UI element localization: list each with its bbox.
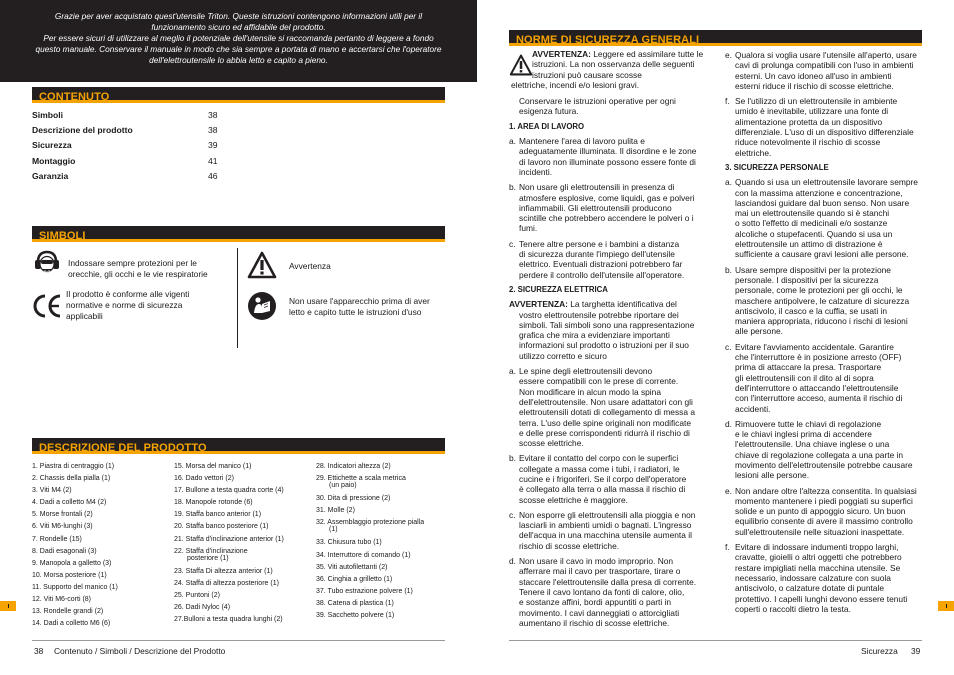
- list-item: 14. Dadi a colletto M6 (6): [32, 620, 111, 628]
- contents-item[interactable]: Simboli 38: [32, 110, 218, 120]
- description-heading: DESCRIZIONE DEL PRODOTTO: [39, 442, 207, 454]
- left-page-number: 38: [34, 646, 44, 656]
- list-item: f. Evitare di indossare indumenti troppo larghi, cravatte, gioielli o altri oggetti che potrebbero restare impigliati nella macchina utensile. Se necessario, indossare calzature con suola antiscivolo, o calzature dotate di puntale protettivo. I capelli lunghi devono essere tenuti coperti o raccolti dietro la testa.: [725, 542, 908, 614]
- intro-line: dell'elettroutensile lo abbia letto e capito a pieno.: [149, 55, 328, 65]
- list-item: 4. Dadi a colletto M4 (2): [32, 499, 107, 507]
- right-page-number: 39: [911, 646, 921, 656]
- list-item: 17. Bullone a testa quadra corte (4): [174, 487, 284, 495]
- symbol-warning-text: Avvertenza: [289, 261, 331, 271]
- list-item: 10. Morsa posteriore (1): [32, 571, 107, 579]
- list-item: 26. Dadi Nyloc (4): [174, 604, 231, 612]
- section-title: 2. SICUREZZA ELETTRICA: [509, 284, 608, 294]
- read-manual-icon: [247, 291, 277, 326]
- list-item: 34. Interruttore di comando (1): [316, 551, 411, 559]
- parts-list-col3: [316, 461, 424, 622]
- list-item: 24. Staffa di altezza posteriore (1): [174, 579, 279, 587]
- symbols-heading: SIMBOLI: [39, 230, 86, 242]
- symbol-protection-text: Indossare sempre protezioni per le orecchie, gli occhi e le vie respiratorie: [68, 258, 208, 279]
- list-item: (un paio): [329, 482, 357, 490]
- list-item: 9. Manopola a galletto (3): [32, 559, 112, 567]
- list-item: 31. Molle (2): [316, 507, 355, 515]
- list-item: 37. Tubo estrazione polvere (1): [316, 587, 413, 595]
- list-item: (1): [329, 526, 338, 534]
- list-item: d. Rimuovere tutte le chiavi di regolazione e le chiavi inglesi prima di accendere l'elettroutensile. Una chiave inglese o una chiave di regolazione collegata a una parte in movimento dell'elettroutensile potrebbe causare lesioni alle persone.: [725, 418, 913, 481]
- list-item: 33. Chiusura tubo (1): [316, 539, 382, 547]
- right-footer-title: Sicurezza: [861, 646, 898, 656]
- list-item: 32. Assemblaggio protezione pialla: [316, 519, 425, 527]
- section-title: 1. AREA DI LAVORO: [509, 121, 585, 131]
- list-item: 6. Viti M6-lunghi (3): [32, 523, 93, 531]
- description-heading-bar: [32, 438, 445, 454]
- safety-column-right: [725, 50, 930, 619]
- list-item: 18. Manopole rotonde (6): [174, 499, 253, 507]
- list-item: e. Qualora si voglia usare l'utensile all'aperto, usare cavi di prolunga compatibili con l'uso in ambienti esterni. Un cavo idoneo all'uso in ambienti esterni riduce il rischio di scosse elettriche.: [725, 50, 917, 91]
- safety-heading-bar: [509, 30, 922, 46]
- list-item: 39. Sacchetto polvere (1): [316, 612, 395, 620]
- left-footer-rule: [32, 640, 445, 641]
- symbols-divider: [237, 248, 238, 348]
- ce-mark-icon: [33, 294, 63, 323]
- intro-box: [0, 0, 477, 82]
- list-item: c. Non esporre gli elettroutensili alla pioggia e non lasciarli in ambienti umidi o bagnati. L'ingresso dell'acqua in una macchina utensile aumenta il rischio di scosse elettriche.: [509, 509, 696, 551]
- right-page-tab: [938, 601, 954, 611]
- left-page-tab: [0, 601, 16, 611]
- list-item: b. Evitare il contatto del corpo con le superfici collegate a massa come i tubi, i radiatori, le cucine e i frigoriferi. Se il corpo dell'operatore è collegato alla terra o alla massa il rischio di scosse elettriche è maggiore.: [509, 453, 687, 505]
- list-item: d. Non usare il cavo in modo improprio. Non afferrare mai il cavo per trasportare, tirare o staccare l'elettroutensile dalla presa di corrente. Tenere il cavo lontano da fonti di calore, olio, e sostanze affini, bordi appuntiti o parti in movimento. I cavi danneggiati o attorcigliati aumentano il rischio di scosse elettriche.: [509, 556, 697, 628]
- keep-instructions: Conservare le istruzioni operative per ogni esigenza futura.: [519, 96, 676, 117]
- left-footer-title: Contenuto / Simboli / Descrizione del Prodotto: [54, 646, 226, 656]
- intro-line: funzionamento sicuro ed affidabile del prodotto.: [151, 22, 326, 32]
- list-item: 36. Cinghia a grilletto (1): [316, 575, 393, 583]
- list-item: b. Non usare gli elettroutensili in presenza di atmosfere esplosive, come liquidi, gas e polveri infiammabili. Gli elettroutensili producono scintille che potrebbero accendere le polveri o i fumi.: [509, 182, 695, 234]
- intro-line: Grazie per aver acquistato quest'utensile Triton. Queste istruzioni contengono informazioni utili per il: [54, 11, 423, 21]
- intro-line: Per essere sicuri di utilizzare al meglio il potenziale dell'utensile si raccomanda pertanto di leggere a fondo: [43, 33, 434, 43]
- list-item: 38. Catena di plastica (1): [316, 599, 394, 607]
- parts-list-col2: [174, 461, 284, 626]
- symbols-heading-bar: [32, 226, 445, 242]
- contents-heading-bar: [32, 87, 445, 103]
- list-item: posteriore (1): [187, 554, 229, 562]
- list-item: a. Mantenere l'area di lavoro pulita e adeguatamente illuminata. Il disordine e le zone di lavoro non illuminate possono essere fonte di incidenti.: [509, 136, 697, 177]
- parts-list-col1: [32, 461, 118, 630]
- list-item: 29. Ettichette a scala metrica: [316, 475, 406, 483]
- ear-eye-mask-icon: [33, 250, 61, 287]
- list-item: 1. Piastra di centraggio (1): [32, 463, 115, 470]
- list-item: 35. Viti autofilettanti (2): [316, 563, 388, 571]
- contents-list: [32, 110, 222, 186]
- list-item: 13. Rondelle grandi (2): [32, 608, 104, 616]
- list-item: 30. Dita di pressione (2): [316, 495, 391, 503]
- list-item: 27.Bulloni a testa quadra lunghi (2): [174, 616, 283, 624]
- warning-triangle-icon: [247, 251, 277, 284]
- list-item: a. Le spine degli elettroutensili devono essere compatibili con le prese di corrente. Non modificare in alcun modo la spina dell'elettroutensile. Non usare adattatori con gli elettroutensili dotati di collegamento di messa a terra. L'uso delle spine originali non modificate e delle prese corrispondenti ridurrà il rischio di scosse elettriche.: [509, 366, 695, 449]
- list-item: a. Quando si usa un elettroutensile lavorare sempre con la massima attenzione e concentrazione, lasciandosi guidare dal buon senso. Non usare mai un elettroutensile quando si è stanchi o sotto l'effetto di medicinali e/o sostanze alcoliche o stupefacenti. Quando si usa un elettroutensile un attimo di distrazione è sufficiente a causare gravi lesioni alle persone.: [725, 177, 918, 260]
- list-item: b. Usare sempre dispositivi per la protezione personale. I dispositivi per la sicurezza personale, come le protezioni per gli occhi, le maschere antipolvere, le calzature di sicurezza antiscivolo, il casco e la cuffia, se usati in maniera appropriata, riducono i rischi di lesioni alle persone.: [725, 264, 910, 337]
- symbol-ce-text: Il prodotto è conforme alle vigenti normative e norme di sicurezza applicabili: [66, 289, 190, 321]
- contents-item[interactable]: Descrizione del prodotto 38: [32, 125, 218, 136]
- list-item: 19. Staffa banco anterior (1): [174, 511, 262, 519]
- list-item: c. Evitare l'avviamento accidentale. Garantire che l'interruttore è in posizione arresto (OFF) prima di attaccare la presa. Trasportare gli elettroutensili con il dito al di sopra dell'interruttore o attaccando l'elettroutensile con l'interruttore acceso, aumenta il rischio di accidenti.: [725, 341, 903, 414]
- right-footer-rule: [509, 640, 922, 641]
- list-item: f. Se l'utilizzo di un elettroutensile in ambiente umido è inevitabile, utilizzare una fonte di alimentazione protetta da un dispositivo differenziale. L'uso di un dispositivo differenziale riduce notevolmente il rischio di scosse elettriche.: [725, 96, 914, 158]
- intro-line: questo manuale. Conservare il manuale in modo che sia sempre a portata di mano e accertarsi che l'operatore: [35, 44, 442, 54]
- contents-item[interactable]: Garanzia 46: [32, 170, 218, 181]
- contents-item[interactable]: Sicurezza 39: [32, 140, 218, 151]
- list-item: 11. Supporto del manico (1): [32, 583, 118, 591]
- safety-column-left: AVVERTENZA: Leggere ed assimilare tutte le istruzioni. La non osservanza delle seguenti istruzioni può causare scosse elettriche, incendi e/o lesioni gravi. Conservare le istruzioni operative per ogni esigenza futura. 1. AREA DI LAVORO a. Mantenere l'area di lavoro pulita e adeguatamente illuminata. Il disordine e le zone di lavoro non illuminate possono essere fonte di incidenti. b. Non usare gli elettroutensili in presenza di atmosfere esplosive, come liquidi, gas e polveri infiammabili. Gli elettroutensili producono scintille che potrebbero accendere le polveri o i fumi. c. Tenere altre persone e i bambini a distanza di sicurezza durante l'impiego dell'utensile elettrico. Eventuali distrazioni potrebbero far perdere il controllo dell'utensile all'operatore. 2. SICUREZZA ELETTRICA AVVERTENZA: La targhetta identificativa del vostro elettroutensile potrebbe riportare dei simboli. Tali simboli sono una rappresentazione grafica che mira a evidenziare importanti informazioni sul prodotto o istruzioni per il suo utilizzo corretto e sicuro a. Le spine degli elettroutensili devono essere compatibili con le prese di corrente. Non modificare in alcun modo la spina dell'elettroutensile. Non usare adattatori con gli elettroutensili dotati di collegamento di messa a terra. L'uso delle spine originali non modificate e delle prese corrispondenti ridurrà il rischio di scosse elettriche. b. Evitare il contatto del corpo con le superfici collegate a massa come i tubi, i radiatori, le cucine e i frigoriferi. Se il corpo dell'operatore è collegato alla terra o alla massa il rischio di scosse elettriche è maggiore. c. Non esporre gli elettroutensili alla pioggia e non lasciarli in ambienti umidi o bagnati. L'ingresso dell'acqua in una macchina utensile aumenta il rischio di scosse elettriche. d. Non usare il cavo in modo improprio. Non afferrare mai il cavo per trasportare, tirare o staccare l'elettroutensile dalla presa di corrente. Tenere il cavo lontano da fonti di calore, olio, e sostanze affini, bordi appuntiti o parti in movimento. I cavi danneggiati o attorcigliati aumentano il rischio di scosse elettriche.: [509, 49, 709, 633]
- general-warning: AVVERTENZA: Leggere ed assimilare tutte le istruzioni. La non osservanza delle seguenti istruzioni può causare scosse: [532, 49, 704, 80]
- list-item: e. Non andare oltre l'altezza consentita. In qualsiasi momento mantenere i piedi poggiati su superfici solide e un punto di appoggio sicuro. Un buon equilibrio consente di avere il massimo controllo sull'elettroutensile nelle situazioni inaspettate.: [725, 485, 917, 537]
- list-item: 28. Indicatori altezza (2): [316, 463, 391, 470]
- list-item: 12. Viti M6-corti (8): [32, 596, 91, 604]
- contents-item[interactable]: Montaggio 41: [32, 155, 218, 166]
- list-item: 16. Dado vettori (2): [174, 475, 234, 483]
- list-item: 21. Staffa d'inclinazione anterior (1): [174, 535, 284, 543]
- list-item: c. Tenere altre persone e i bambini a distanza di sicurezza durante l'impiego dell'utensile elettrico. Eventuali distrazioni potrebbero far perdere il controllo dell'utensile all'operatore.: [509, 238, 685, 280]
- list-item: 7. Rondelle (15): [32, 535, 82, 543]
- electrical-warning: AVVERTENZA: La targhetta identificativa del vostro elettroutensile potrebbe riportare dei simboli. Tali simboli sono una rappresentazione grafica che mira a evidenziare importanti informazioni sul prodotto o istruzioni per il suo utilizzo corretto e sicuro: [509, 299, 695, 361]
- section-title: 3. SICUREZZA PERSONALE: [725, 162, 829, 172]
- list-item: 20. Staffa banco posteriore (1): [174, 523, 269, 531]
- list-item: 5. Morse frontali (2): [32, 511, 93, 519]
- list-item: 25. Puntoni (2): [174, 591, 220, 599]
- list-item: 23. Staffa Di altezza anterior (1): [174, 567, 273, 575]
- symbol-manual-text: Non usare l'apparecchio prima di aver letto e capito tutte le istruzioni d'uso: [289, 296, 430, 317]
- list-item: 3. Viti M4 (2): [32, 487, 72, 495]
- safety-heading: NORME DI SICUREZZA GENERALI: [516, 34, 700, 46]
- list-item: 2. Chassis della pialla (1): [32, 475, 111, 483]
- list-item: 15. Morsa del manico (1): [174, 463, 252, 470]
- list-item: 8. Dadi esagonali (3): [32, 547, 97, 555]
- contents-heading: CONTENUTO: [39, 91, 110, 103]
- list-item: 22. Staffa d'inclinazione: [174, 547, 248, 555]
